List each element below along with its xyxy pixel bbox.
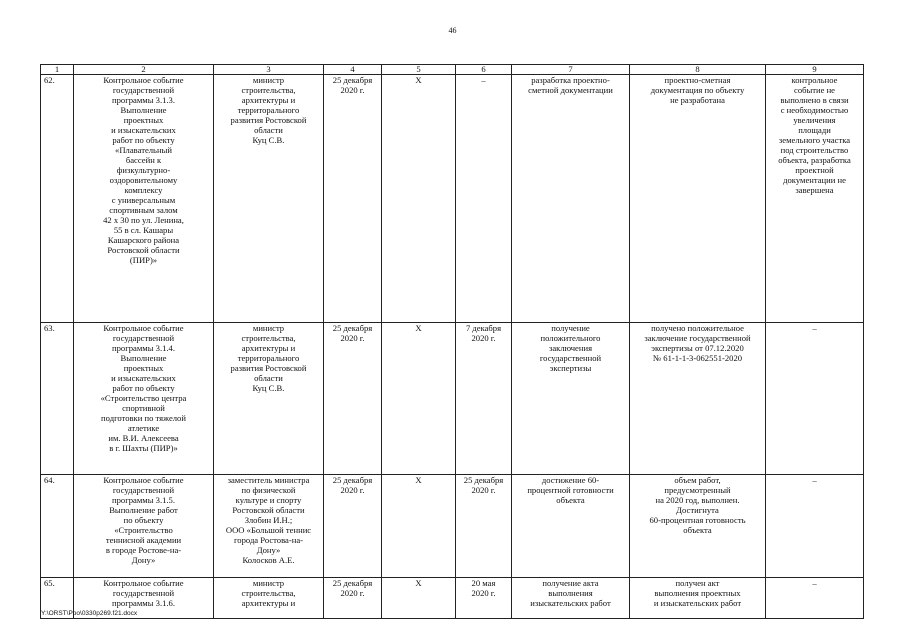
column-header: 7 [512,65,630,75]
column-header: 9 [766,65,864,75]
plan-date-cell: 25 декабря 2020 г. [324,323,382,475]
column-5-cell: Х [382,475,456,578]
fact-date-cell: – [456,75,512,323]
row-number: 64. [41,475,74,578]
column-header: 1 [41,65,74,75]
note-cell: – [766,475,864,578]
planned-result-cell: разработка проектно- сметной документации [512,75,630,323]
actual-result-cell: получен акт выполнения проектных и изыскательских работ [630,578,766,619]
responsible-cell: министр строительства, архитектуры и территорального развития Ростовской области Куц С.В. [214,323,324,475]
table-row [41,578,864,619]
note-cell: – [766,323,864,475]
table-row [41,75,864,323]
column-header-row [41,65,864,75]
actual-result-cell: получено положительное заключение государственной экспертизы от 07.12.2020 № 61-1-1-3-062551-2020 [630,323,766,475]
fact-date-cell: 25 декабря 2020 г. [456,475,512,578]
control-event-cell: Контрольное событие государственной программы 3.1.3. Выполнение проектных и изыскательских работ по объекту «Плавательный бассейн к физкультурно- оздоровительному комплексу с универсальным спортивным залом 42 х 30 по ул. Ленина, 55 в сл. Кашары Кашарского района Ростовской области (ПИР)» [74,75,214,323]
column-header: 3 [214,65,324,75]
fact-date-cell: 20 мая 2020 г. [456,578,512,619]
responsible-cell: заместитель министра по физической культуре и спорту Ростовской области Злобин И.Н.; ООО «Большой теннис города Ростова-на- Дону» Колосков А.Е. [214,475,324,578]
plan-date-cell: 25 декабря 2020 г. [324,475,382,578]
column-header: 2 [74,65,214,75]
page-number: 46 [448,26,457,35]
planned-result-cell: получение акта выполнения изыскательских работ [512,578,630,619]
responsible-cell: министр строительства, архитектуры и [214,578,324,619]
planned-result-cell: достижение 60- процентной готовности объекта [512,475,630,578]
actual-result-cell: объем работ, предусмотренный на 2020 год, выполнен. Достигнута 60-процентная готовность объекта [630,475,766,578]
column-header: 8 [630,65,766,75]
control-event-cell: Контрольное событие государственной программы 3.1.5. Выполнение работ по объекту «Строительство теннисной академии в городе Ростове-на- Дону» [74,475,214,578]
column-header: 6 [456,65,512,75]
plan-date-cell: 25 декабря 2020 г. [324,578,382,619]
table-row [41,475,864,578]
note-cell: контрольное событие не выполнено в связи с необходимостью увеличения площади земельного участка под строительство объекта, разработка проектной документации не завершена [766,75,864,323]
column-5-cell: Х [382,75,456,323]
column-5-cell: Х [382,578,456,619]
column-header: 4 [324,65,382,75]
row-number: 65. [41,578,74,619]
report-table [40,64,864,619]
row-number: 62. [41,75,74,323]
table-row [41,323,864,475]
file-path-footer: Y:\ORST\Ppo\0330p269.f21.docx [41,610,138,617]
responsible-cell: министр строительства, архитектуры и территорального развития Ростовской области Куц С.В. [214,75,324,323]
plan-date-cell: 25 декабря 2020 г. [324,75,382,323]
column-header: 5 [382,65,456,75]
control-event-cell: Контрольное событие государственной программы 3.1.4. Выполнение проектных и изыскательских работ по объекту «Строительство центра спортивной подготовки по тяжелой атлетике им. В.И. Алексеева в г. Шахты (ПИР)» [74,323,214,475]
actual-result-cell: проектно-сметная документация по объекту не разработана [630,75,766,323]
row-number: 63. [41,323,74,475]
fact-date-cell: 7 декабря 2020 г. [456,323,512,475]
control-event-cell: Контрольное событие государственной программы 3.1.6. [74,578,214,619]
planned-result-cell: получение положительного заключения государственной экспертизы [512,323,630,475]
column-5-cell: Х [382,323,456,475]
note-cell: – [766,578,864,619]
